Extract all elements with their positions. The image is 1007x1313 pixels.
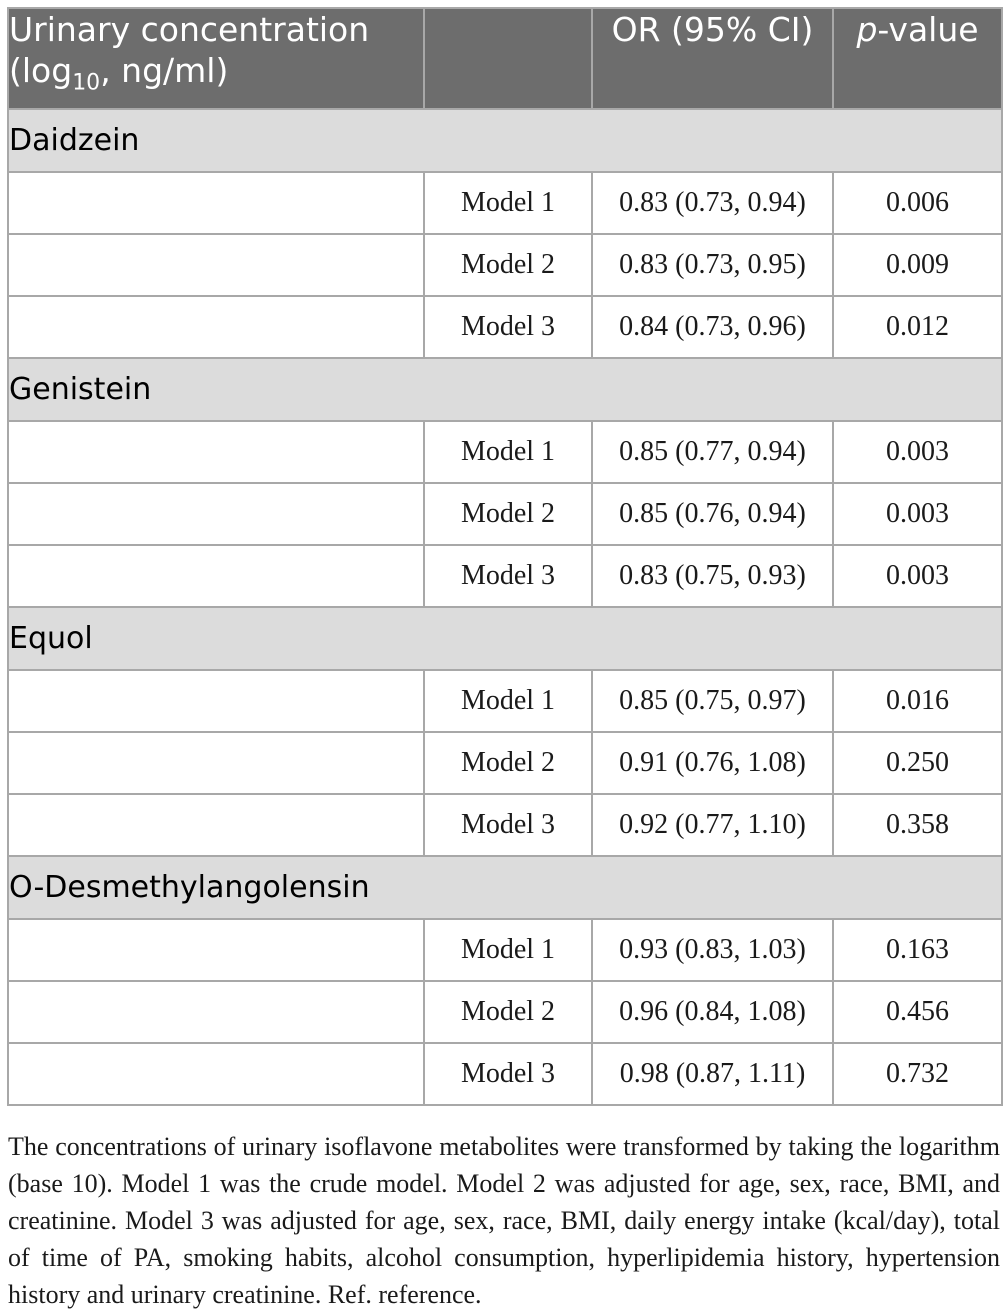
blank-cell bbox=[8, 732, 424, 794]
header-concentration-paren: (log bbox=[9, 51, 73, 90]
table-row bbox=[8, 421, 1002, 483]
table-body bbox=[8, 109, 1002, 1105]
group-header-row bbox=[8, 607, 1002, 670]
model-cell: Model 3 bbox=[424, 545, 592, 607]
or-ci-cell: 0.93 (0.83, 1.03) bbox=[592, 919, 833, 981]
blank-cell bbox=[8, 1043, 424, 1105]
table-row bbox=[8, 919, 1002, 981]
or-ci-cell: 0.85 (0.77, 0.94) bbox=[592, 421, 833, 483]
header-concentration bbox=[8, 8, 424, 109]
table-row bbox=[8, 234, 1002, 296]
group-header-row bbox=[8, 856, 1002, 919]
table-row bbox=[8, 545, 1002, 607]
or-ci-cell: 0.98 (0.87, 1.11) bbox=[592, 1043, 833, 1105]
or-ci-cell: 0.84 (0.73, 0.96) bbox=[592, 296, 833, 358]
model-cell: Model 2 bbox=[424, 732, 592, 794]
p-value-cell: 0.003 bbox=[833, 483, 1002, 545]
blank-cell bbox=[8, 794, 424, 856]
table-row bbox=[8, 732, 1002, 794]
p-value-cell: 0.732 bbox=[833, 1043, 1002, 1105]
header-model bbox=[424, 8, 592, 109]
or-ci-cell: 0.96 (0.84, 1.08) bbox=[592, 981, 833, 1043]
or-ci-cell: 0.91 (0.76, 1.08) bbox=[592, 732, 833, 794]
blank-cell bbox=[8, 981, 424, 1043]
p-value-cell: 0.009 bbox=[833, 234, 1002, 296]
or-ci-cell: 0.92 (0.77, 1.10) bbox=[592, 794, 833, 856]
group-name: Daidzein bbox=[8, 109, 1002, 172]
model-cell: Model 3 bbox=[424, 1043, 592, 1105]
header-row bbox=[8, 8, 1002, 109]
group-name: Equol bbox=[8, 607, 1002, 670]
header-concentration-subscript: 10 bbox=[72, 70, 101, 96]
p-value-cell: 0.163 bbox=[833, 919, 1002, 981]
blank-cell bbox=[8, 421, 424, 483]
p-value-cell: 0.006 bbox=[833, 172, 1002, 234]
blank-cell bbox=[8, 483, 424, 545]
p-value-cell: 0.016 bbox=[833, 670, 1002, 732]
model-cell: Model 1 bbox=[424, 421, 592, 483]
model-cell: Model 1 bbox=[424, 919, 592, 981]
p-value-cell: 0.003 bbox=[833, 421, 1002, 483]
header-or-ci: OR (95% CI) bbox=[592, 8, 833, 109]
table-row bbox=[8, 296, 1002, 358]
table-footnote: The concentrations of urinary isoflavone metabolites were transformed by taking the logarithm (base 10). Model 1 was the crude model. Model 2 was adjusted for age, sex, race, BMI, and creatinine. Model 3 was adjusted for age, sex, race, BMI, daily energy intake (kcal/day), total of time of PA, smoking habits, alcohol consumption, hyperlipidemia history, hypertension history and urinary creatinine. Ref. reference. bbox=[8, 1132, 1000, 1309]
model-cell: Model 3 bbox=[424, 794, 592, 856]
table-row bbox=[8, 1043, 1002, 1105]
blank-cell bbox=[8, 545, 424, 607]
p-value-cell: 0.358 bbox=[833, 794, 1002, 856]
table-row bbox=[8, 483, 1002, 545]
p-value-cell: 0.003 bbox=[833, 545, 1002, 607]
blank-cell bbox=[8, 172, 424, 234]
model-cell: Model 3 bbox=[424, 296, 592, 358]
or-ci-cell: 0.83 (0.73, 0.95) bbox=[592, 234, 833, 296]
group-header-row bbox=[8, 358, 1002, 421]
table-row bbox=[8, 670, 1002, 732]
blank-cell bbox=[8, 919, 424, 981]
model-cell: Model 2 bbox=[424, 234, 592, 296]
group-name: O-Desmethylangolensin bbox=[8, 856, 1002, 919]
header-p-italic: p bbox=[856, 10, 878, 49]
header-p-rest: -value bbox=[877, 10, 979, 49]
or-ci-cell: 0.83 (0.75, 0.93) bbox=[592, 545, 833, 607]
group-name: Genistein bbox=[8, 358, 1002, 421]
header-p-value bbox=[833, 8, 1002, 109]
or-ci-cell: 0.83 (0.73, 0.94) bbox=[592, 172, 833, 234]
or-ci-cell: 0.85 (0.76, 0.94) bbox=[592, 483, 833, 545]
model-cell: Model 2 bbox=[424, 483, 592, 545]
header-concentration-main: Urinary concentration bbox=[9, 10, 370, 49]
or-ci-cell: 0.85 (0.75, 0.97) bbox=[592, 670, 833, 732]
blank-cell bbox=[8, 670, 424, 732]
p-value-cell: 0.012 bbox=[833, 296, 1002, 358]
results-table bbox=[7, 7, 1003, 1106]
header-concentration-unit: , ng/ml) bbox=[100, 51, 229, 90]
blank-cell bbox=[8, 234, 424, 296]
table-row bbox=[8, 172, 1002, 234]
model-cell: Model 1 bbox=[424, 172, 592, 234]
p-value-cell: 0.456 bbox=[833, 981, 1002, 1043]
table-row bbox=[8, 794, 1002, 856]
group-header-row bbox=[8, 109, 1002, 172]
model-cell: Model 1 bbox=[424, 670, 592, 732]
model-cell: Model 2 bbox=[424, 981, 592, 1043]
blank-cell bbox=[8, 296, 424, 358]
p-value-cell: 0.250 bbox=[833, 732, 1002, 794]
table-row bbox=[8, 981, 1002, 1043]
